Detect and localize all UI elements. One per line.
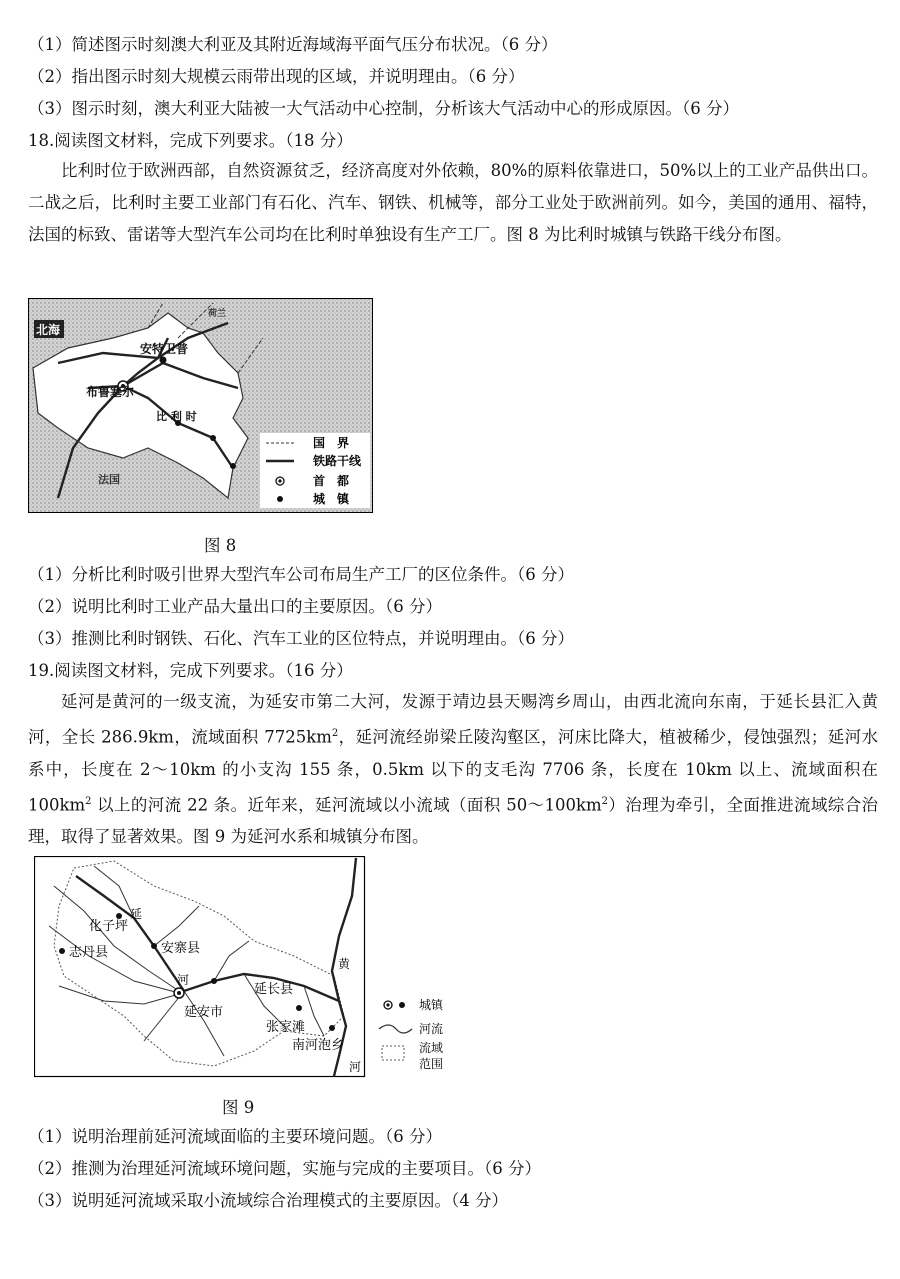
q18-sub1: （1）分析比利时吸引世界大型汽车公司布局生产工厂的区位条件。（6 分） bbox=[28, 565, 574, 584]
label-north-sea: 北海 bbox=[36, 323, 61, 337]
label-yanchang: 延长县 bbox=[254, 982, 294, 997]
legend-railway: 铁路干线 bbox=[313, 454, 362, 468]
q17-sub3: （3）图示时刻，澳大利亚大陆被一大气活动中心控制，分析该大气活动中心的形成原因。（6 分） bbox=[28, 99, 739, 118]
q17-sub1: （1）简述图示时刻澳大利亚及其附近海域海平面气压分布状况。（6 分） bbox=[28, 35, 558, 54]
label-france: 法国 bbox=[98, 473, 120, 486]
label-yan: 延 bbox=[130, 907, 143, 921]
legend-town: 城镇 bbox=[419, 998, 444, 1012]
q17-sub2: （2）指出图示时刻大规模云雨带出现的区域，并说明理由。（6 分） bbox=[28, 67, 525, 86]
label-top-right: 荷兰 bbox=[208, 309, 227, 319]
q19-material: 延河是黄河的一级支流，为延安市第二大河，发源于靖边县天赐湾乡周山，由西北流向东南，于延长县汇入黄河，全长 286.9km，流域面积 $7725km^2$，延河流经峁梁丘陵沟壑区，河床比降大，植被稀少，侵蚀强烈；延河水系中，长度在 2～10km 的小支沟 155 条，0.5km 以下的支毛沟 7706 条，长度在 10km 以上、流域面积在 $100km^2$ 以上的河流 22 条。近年来，延河流域以小流域（面积 $50\sim 100km^2$）治理为牵引，全面推进流域综合治理，取得了显著效果。图 9 为延河水系和城镇分布图。 bbox=[28, 692, 878, 846]
label-antwerp: 安特卫普 bbox=[140, 342, 189, 356]
figure-9-caption: 图 9 bbox=[222, 1098, 255, 1117]
figure-9-yanhe-map bbox=[34, 856, 464, 1078]
label-zhidan: 志丹县 bbox=[69, 945, 109, 960]
label-brussels: 布鲁塞尔 bbox=[86, 385, 135, 399]
q18-sub2: （2）说明比利时工业产品大量出口的主要原因。（6 分） bbox=[28, 597, 442, 616]
q19-sub3: （3）说明延河流域采取小流域综合治理模式的主要原因。（4 分） bbox=[28, 1191, 508, 1210]
legend-basin-1: 流域 bbox=[419, 1041, 444, 1055]
q19-sub1: （1）说明治理前延河流域面临的主要环境问题。（6 分） bbox=[28, 1127, 442, 1146]
legend-town: 城 镇 bbox=[313, 492, 350, 506]
q19-sub2: （2）推测为治理延河流域环境问题，实施与完成的主要项目。（6 分） bbox=[28, 1159, 541, 1178]
legend-basin-2: 范围 bbox=[419, 1057, 444, 1071]
q18-sub3: （3）推测比利时钢铁、石化、汽车工业的区位特点，并说明理由。（6 分） bbox=[28, 629, 574, 648]
label-huang: 黄 bbox=[338, 957, 351, 971]
legend-border: 国 界 bbox=[313, 436, 350, 450]
legend-capital: 首 都 bbox=[313, 474, 350, 488]
label-nanhepao: 南河泡乡 bbox=[292, 1038, 345, 1053]
label-huaziping: 化子坪 bbox=[89, 919, 129, 934]
label-ansai: 安寨县 bbox=[161, 941, 201, 956]
legend-river: 河流 bbox=[419, 1022, 444, 1036]
label-yanan: 延安市 bbox=[184, 1005, 224, 1020]
q18-title: 18.阅读图文材料，完成下列要求。（18 分） bbox=[28, 131, 353, 150]
q18-material: 比利时位于欧洲西部，自然资源贫乏，经济高度对外依赖，80%的原料依靠进口，50%以上的工业产品供出口。二战之后，比利时主要工业部门有石化、汽车、钢铁、机械等，部分工业处于欧洲前列。如今，美国的通用、福特，法国的标致、雷诺等大型汽车公司均在比利时单独设有生产工厂。图 8 为比利时城镇与铁路干线分布图。 bbox=[28, 161, 878, 244]
label-zhangjiatan: 张家滩 bbox=[266, 1020, 306, 1035]
figure-8-legend bbox=[260, 433, 370, 508]
label-he2: 河 bbox=[349, 1060, 362, 1074]
figure-9-legend bbox=[379, 997, 444, 1071]
q19-title: 19.阅读图文材料，完成下列要求。（16 分） bbox=[28, 661, 353, 680]
figure-8-caption: 图 8 bbox=[204, 536, 237, 555]
label-belgium: 比 利 时 bbox=[156, 410, 197, 423]
label-he: 河 bbox=[177, 973, 190, 987]
figure-8-belgium-map bbox=[28, 298, 373, 513]
